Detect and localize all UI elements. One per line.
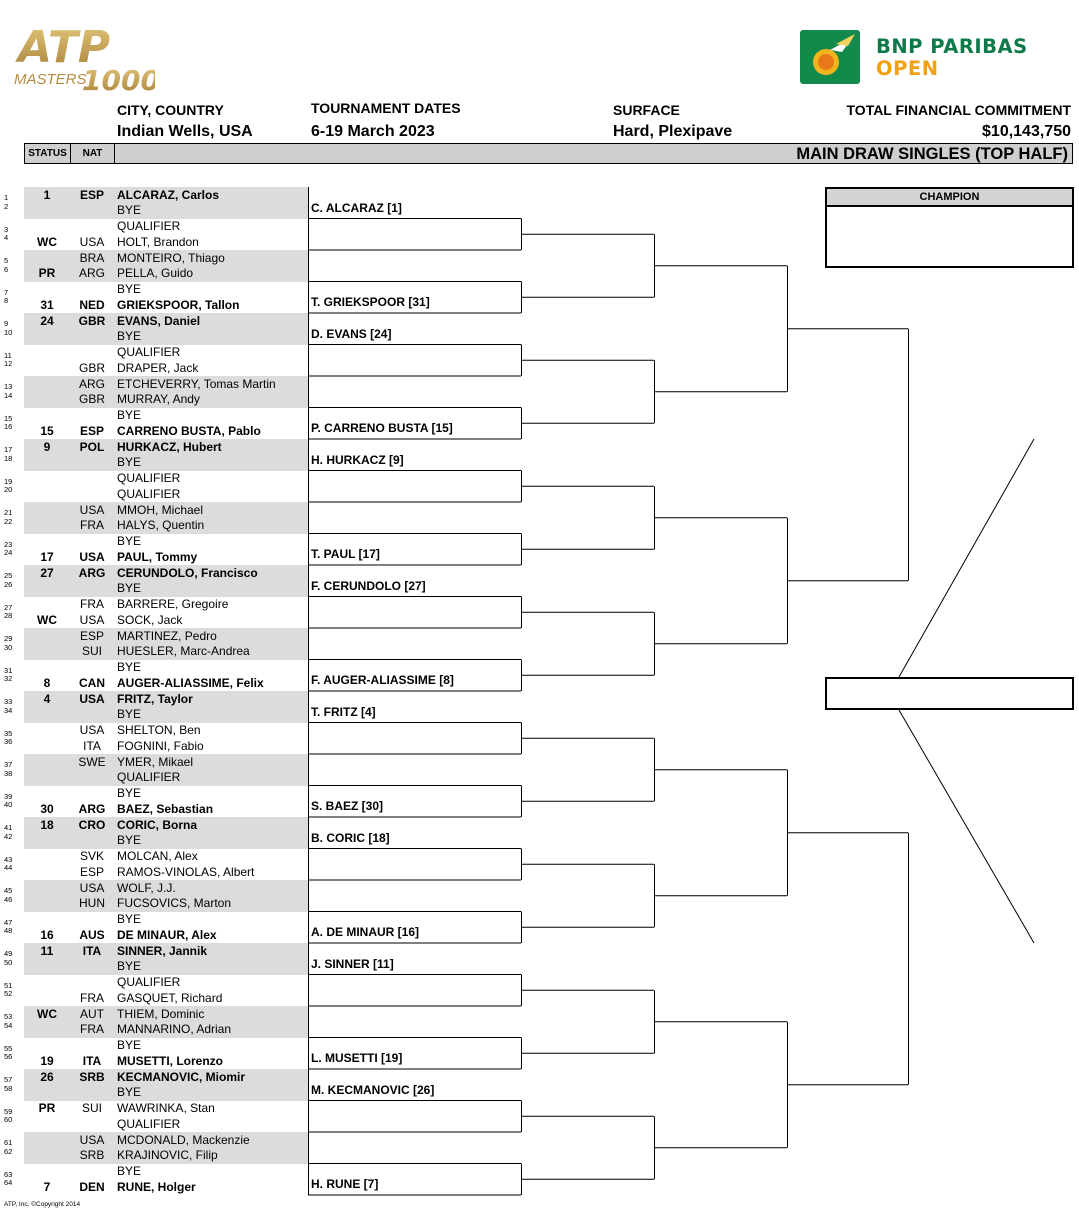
draw-position-number: 40 bbox=[4, 800, 13, 810]
round2-player: C. ALCARAZ [1] bbox=[311, 200, 402, 215]
draw-position-number: 49 bbox=[4, 949, 13, 958]
player-seed: 17 bbox=[40, 549, 54, 564]
player-name: QUALIFIER bbox=[117, 1116, 181, 1131]
player-seed: 18 bbox=[40, 817, 54, 832]
draw-position-number: 54 bbox=[4, 1020, 13, 1030]
draw-position-number: 14 bbox=[4, 390, 13, 400]
draw-position-number: 16 bbox=[4, 422, 13, 432]
player-nationality: SRB bbox=[79, 1069, 105, 1084]
copyright: ATP, Inc. ©Copyright 2014 bbox=[4, 1201, 81, 1208]
draw-position-number: 8 bbox=[4, 296, 9, 306]
player-nationality: SUI bbox=[81, 1101, 102, 1115]
player-nationality: USA bbox=[79, 691, 105, 706]
draw-position-number: 53 bbox=[4, 1012, 13, 1021]
round2-player: H. HURKACZ [9] bbox=[311, 452, 404, 467]
draw-position-number: 59 bbox=[4, 1106, 13, 1116]
draw-position-number: 5 bbox=[4, 256, 9, 265]
draw-position-number: 29 bbox=[4, 634, 13, 643]
player-nationality: ESP bbox=[79, 423, 104, 438]
player-name: MONTEIRO, Thiago bbox=[117, 250, 225, 265]
dates-label: TOURNAMENT DATES bbox=[311, 100, 461, 116]
player-name: BYE bbox=[117, 282, 142, 296]
sponsor-name-line2: OPEN bbox=[876, 57, 939, 80]
draw-position-number: 55 bbox=[4, 1043, 13, 1053]
player-seed: 19 bbox=[40, 1053, 54, 1068]
draw-position-number: 20 bbox=[4, 485, 13, 495]
player-name: MURRAY, Andy bbox=[117, 392, 200, 407]
player-seed: 30 bbox=[40, 801, 54, 816]
draw-position-number: 42 bbox=[4, 831, 13, 841]
champion-label: CHAMPION bbox=[827, 189, 1072, 207]
player-nationality: FRA bbox=[80, 990, 104, 1005]
round2-player: T. GRIEKSPOOR [31] bbox=[311, 295, 430, 310]
player-name: AUGER-ALIASSIME, Felix bbox=[117, 675, 264, 690]
surface-label: SURFACE bbox=[613, 102, 680, 118]
round2-player: T. PAUL [17] bbox=[311, 547, 380, 562]
draw-position-number: 37 bbox=[4, 760, 13, 769]
draw-position-number: 4 bbox=[4, 233, 9, 243]
player-name: BYE bbox=[117, 707, 142, 722]
player-name: GRIEKSPOOR, Tallon bbox=[117, 297, 240, 312]
round2-player: B. CORIC [18] bbox=[311, 830, 390, 845]
round2-player: L. MUSETTI [19] bbox=[311, 1051, 403, 1066]
draw-position-number: 57 bbox=[4, 1075, 13, 1084]
player-nationality: ARG bbox=[78, 565, 106, 580]
player-seed: 8 bbox=[43, 675, 51, 690]
status-column-header: STATUS bbox=[25, 144, 71, 163]
player-name: RAMOS-VINOLAS, Albert bbox=[117, 864, 255, 879]
player-name: HOLT, Brandon bbox=[117, 234, 199, 249]
player-name: BYE bbox=[117, 534, 142, 548]
player-name: FOGNINI, Fabio bbox=[117, 738, 204, 753]
player-name: QUALIFIER bbox=[117, 486, 181, 501]
round2-player: A. DE MINAUR [16] bbox=[311, 925, 420, 940]
player-nationality: HUN bbox=[79, 896, 105, 911]
draw-position-number: 51 bbox=[4, 980, 13, 990]
player-name: SOCK, Jack bbox=[117, 612, 183, 627]
player-nationality: GBR bbox=[78, 313, 106, 328]
draw-position-number: 18 bbox=[4, 453, 13, 463]
draw-position-number: 41 bbox=[4, 823, 13, 832]
player-name: FRITZ, Taylor bbox=[117, 691, 193, 706]
player-name: QUALIFIER bbox=[117, 770, 181, 785]
player-nationality: FRA bbox=[80, 597, 104, 611]
player-name: BYE bbox=[117, 408, 142, 422]
draw-position-number: 33 bbox=[4, 697, 13, 706]
player-seed: 27 bbox=[40, 565, 54, 580]
player-nationality: ITA bbox=[83, 738, 101, 753]
draw-position-number: 17 bbox=[4, 445, 13, 454]
player-seed: WC bbox=[37, 612, 57, 627]
player-name: BYE bbox=[117, 1038, 142, 1052]
draw-position-number: 48 bbox=[4, 926, 13, 936]
player-nationality: ITA bbox=[82, 943, 102, 958]
player-name: WOLF, J.J. bbox=[117, 880, 176, 895]
player-name: YMER, Mikael bbox=[117, 754, 194, 769]
round2-player: T. FRITZ [4] bbox=[311, 704, 376, 719]
draw-position-number: 19 bbox=[4, 476, 13, 486]
draw-position-number: 24 bbox=[4, 548, 13, 558]
player-seed: 24 bbox=[40, 313, 54, 328]
player-seed: PR bbox=[38, 1101, 56, 1115]
player-seed: 16 bbox=[40, 927, 54, 942]
player-nationality: USA bbox=[79, 612, 105, 627]
draw-position-number: 1 bbox=[4, 193, 9, 202]
player-name: BYE bbox=[117, 1085, 142, 1100]
draw-position-number: 62 bbox=[4, 1146, 13, 1156]
svg-text:1000: 1000 bbox=[82, 64, 155, 94]
player-name: BYE bbox=[117, 1164, 142, 1178]
draw-position-number: 38 bbox=[4, 768, 13, 778]
draw-position-number: 12 bbox=[4, 359, 13, 369]
draw-position-number: 25 bbox=[4, 571, 13, 580]
player-name: BYE bbox=[117, 912, 142, 926]
city-label: CITY, COUNTRY bbox=[117, 102, 224, 118]
draw-position-number: 21 bbox=[4, 508, 13, 517]
player-name: BYE bbox=[117, 833, 142, 848]
draw-position-number: 35 bbox=[4, 728, 13, 738]
player-name: PAUL, Tommy bbox=[117, 549, 198, 564]
player-name: CERUNDOLO, Francisco bbox=[117, 565, 258, 580]
dates-value: 6-19 March 2023 bbox=[311, 123, 435, 140]
player-name: PELLA, Guido bbox=[117, 266, 194, 281]
player-nationality: ARG bbox=[78, 801, 106, 816]
draw-position-number: 46 bbox=[4, 894, 13, 904]
semifinal-line bbox=[899, 710, 1034, 943]
player-name: THIEM, Dominic bbox=[117, 1006, 205, 1021]
player-name: ETCHEVERRY, Tomas Martin bbox=[117, 376, 276, 391]
draw-position-number: 7 bbox=[4, 287, 9, 297]
player-nationality: BRA bbox=[79, 250, 105, 265]
player-name: CARRENO BUSTA, Pablo bbox=[117, 423, 261, 438]
draw-position-number: 9 bbox=[4, 319, 9, 328]
player-name: CORIC, Borna bbox=[117, 817, 198, 832]
player-name: DRAPER, Jack bbox=[117, 360, 199, 375]
player-seed: 1 bbox=[43, 187, 51, 202]
sponsor-name-line1: BNP PARIBAS bbox=[876, 35, 1028, 58]
player-name: MARTINEZ, Pedro bbox=[117, 628, 217, 643]
player-seed: 15 bbox=[40, 423, 54, 438]
nat-column-header: NAT bbox=[71, 144, 115, 163]
draw-position-number: 60 bbox=[4, 1115, 13, 1125]
player-name: MANNARINO, Adrian bbox=[117, 1022, 232, 1037]
round2-player: F. AUGER-ALIASSIME [8] bbox=[311, 673, 454, 688]
player-seed: 7 bbox=[43, 1179, 51, 1194]
draw-position-number: 61 bbox=[4, 1138, 13, 1147]
champion-box bbox=[825, 187, 1074, 268]
draw-position-number: 11 bbox=[4, 350, 12, 360]
player-name: QUALIFIER bbox=[117, 219, 181, 233]
draw-position-number: 26 bbox=[4, 579, 13, 589]
player-nationality: DEN bbox=[79, 1179, 105, 1194]
draw-position-number: 34 bbox=[4, 705, 13, 715]
player-nationality: ARG bbox=[78, 376, 105, 391]
player-name: BYE bbox=[117, 660, 142, 674]
player-seed: 26 bbox=[40, 1069, 54, 1084]
player-nationality: SRB bbox=[79, 1148, 105, 1163]
round2-player: D. EVANS [24] bbox=[311, 326, 392, 341]
player-name: BYE bbox=[117, 203, 142, 218]
draw-position-number: 58 bbox=[4, 1083, 13, 1093]
draw-position-number: 31 bbox=[4, 665, 13, 675]
draw-position-number: 44 bbox=[4, 863, 13, 873]
player-name: BYE bbox=[117, 581, 142, 596]
player-nationality: ESP bbox=[79, 628, 104, 643]
player-name: KRAJINOVIC, Filip bbox=[117, 1148, 218, 1163]
player-name: MUSETTI, Lorenzo bbox=[117, 1053, 223, 1068]
financial-commitment-value: $10,143,750 bbox=[982, 123, 1071, 140]
player-seed: WC bbox=[37, 234, 57, 249]
draw-position-number: 22 bbox=[4, 516, 13, 526]
player-name: HURKACZ, Hubert bbox=[117, 439, 222, 454]
svg-text:ATP: ATP bbox=[18, 22, 111, 73]
player-nationality: SWE bbox=[78, 754, 106, 769]
draw-position-number: 6 bbox=[4, 264, 9, 274]
draw-position-number: 10 bbox=[4, 327, 13, 337]
player-nationality: AUS bbox=[79, 927, 105, 942]
player-name: BYE bbox=[117, 329, 142, 344]
player-seed: 4 bbox=[43, 691, 51, 706]
draw-position-number: 15 bbox=[4, 413, 13, 423]
draw-position-number: 43 bbox=[4, 854, 13, 864]
player-name: BYE bbox=[117, 959, 142, 974]
draw-title: MAIN DRAW SINGLES (TOP HALF) bbox=[796, 145, 1068, 163]
surface-value: Hard, Plexipave bbox=[613, 123, 733, 140]
player-seed: 31 bbox=[40, 297, 54, 312]
draw-position-number: 45 bbox=[4, 886, 13, 895]
player-nationality: USA bbox=[79, 880, 105, 895]
draw-position-number: 28 bbox=[4, 611, 13, 621]
player-name: DE MINAUR, Alex bbox=[117, 927, 217, 942]
player-seed: 11 bbox=[40, 943, 54, 958]
draw-position-number: 32 bbox=[4, 674, 13, 684]
player-name: BYE bbox=[117, 455, 142, 470]
player-name: BYE bbox=[117, 786, 142, 800]
player-seed: PR bbox=[38, 266, 56, 281]
player-nationality: CRO bbox=[78, 817, 106, 832]
player-name: KECMANOVIC, Miomir bbox=[117, 1069, 246, 1084]
player-nationality: USA bbox=[79, 234, 105, 249]
player-name: BAEZ, Sebastian bbox=[117, 801, 214, 816]
player-nationality: CAN bbox=[79, 675, 105, 690]
semifinal-line bbox=[899, 439, 1034, 677]
player-nationality: ARG bbox=[78, 266, 105, 281]
round2-player: F. CERUNDOLO [27] bbox=[311, 578, 426, 593]
player-name: MMOH, Michael bbox=[117, 502, 204, 517]
round2-player: H. RUNE [7] bbox=[311, 1177, 379, 1192]
city-value: Indian Wells, USA bbox=[117, 123, 253, 140]
player-name: ALCARAZ, Carlos bbox=[117, 187, 220, 202]
round2-player: S. BAEZ [30] bbox=[311, 799, 384, 814]
player-nationality: POL bbox=[79, 439, 105, 454]
svg-text:MASTERS: MASTERS bbox=[14, 71, 87, 88]
player-nationality: AUT bbox=[80, 1006, 104, 1021]
player-nationality: NED bbox=[79, 297, 105, 312]
draw-position-number: 52 bbox=[4, 989, 13, 999]
draw-position-number: 50 bbox=[4, 957, 13, 967]
player-nationality: ESP bbox=[79, 864, 104, 879]
financial-commitment-label: TOTAL FINANCIAL COMMITMENT bbox=[846, 102, 1071, 118]
player-nationality: ITA bbox=[82, 1053, 102, 1068]
player-nationality: FRA bbox=[80, 518, 104, 533]
player-name: SINNER, Jannik bbox=[117, 943, 208, 958]
player-name: FUCSOVICS, Marton bbox=[117, 896, 232, 911]
player-seed: WC bbox=[37, 1006, 57, 1021]
draw-position-number: 13 bbox=[4, 382, 13, 391]
player-name: QUALIFIER bbox=[117, 975, 181, 989]
draw-position-number: 39 bbox=[4, 791, 13, 801]
player-name: QUALIFIER bbox=[117, 471, 181, 485]
draw-position-number: 2 bbox=[4, 201, 9, 211]
runner-up-box bbox=[825, 677, 1074, 710]
player-name: RUNE, Holger bbox=[117, 1179, 196, 1194]
round2-player: J. SINNER [11] bbox=[311, 956, 394, 971]
player-nationality: SVK bbox=[79, 849, 104, 863]
draw-position-number: 30 bbox=[4, 642, 13, 652]
player-name: EVANS, Daniel bbox=[117, 313, 201, 328]
draw-position-number: 36 bbox=[4, 737, 13, 747]
player-nationality: FRA bbox=[80, 1022, 104, 1037]
player-nationality: GBR bbox=[78, 360, 105, 375]
player-nationality: USA bbox=[79, 1132, 105, 1147]
draw-position-number: 63 bbox=[4, 1169, 13, 1179]
player-name: HUESLER, Marc-Andrea bbox=[117, 644, 250, 659]
player-seed: 9 bbox=[43, 439, 51, 454]
draw-position-number: 47 bbox=[4, 917, 13, 927]
player-name: GASQUET, Richard bbox=[117, 990, 223, 1005]
draw-position-number: 23 bbox=[4, 539, 13, 549]
draw-position-number: 3 bbox=[4, 224, 9, 234]
round2-player: P. CARRENO BUSTA [15] bbox=[311, 421, 453, 436]
player-nationality: GBR bbox=[78, 392, 105, 407]
player-nationality: ESP bbox=[79, 187, 104, 202]
player-name: MOLCAN, Alex bbox=[117, 849, 198, 863]
player-nationality: USA bbox=[79, 549, 105, 564]
player-name: MCDONALD, Mackenzie bbox=[117, 1132, 250, 1147]
player-nationality: USA bbox=[79, 502, 105, 517]
draw-position-number: 64 bbox=[4, 1178, 13, 1188]
player-nationality: SUI bbox=[81, 644, 102, 659]
player-name: HALYS, Quentin bbox=[117, 518, 205, 533]
player-name: QUALIFIER bbox=[117, 345, 181, 359]
draw-position-number: 27 bbox=[4, 602, 13, 612]
draw-position-number: 56 bbox=[4, 1052, 13, 1062]
player-name: WAWRINKA, Stan bbox=[117, 1101, 215, 1115]
player-nationality: USA bbox=[79, 723, 105, 737]
round2-player: M. KECMANOVIC [26] bbox=[311, 1082, 435, 1097]
player-name: BARRERE, Gregoire bbox=[117, 597, 229, 611]
player-name: SHELTON, Ben bbox=[117, 723, 201, 737]
